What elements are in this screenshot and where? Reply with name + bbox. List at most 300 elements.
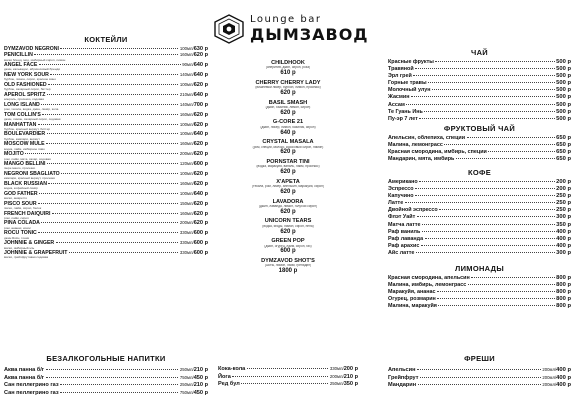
item-price: 650 р bbox=[556, 142, 571, 149]
signature-cocktail bbox=[218, 218, 358, 235]
dotted-leader bbox=[34, 54, 178, 55]
item-description: пюре манго, просекко bbox=[4, 167, 36, 171]
cocktails-title: КОКТЕЙЛИ bbox=[84, 35, 128, 44]
dotted-leader bbox=[488, 151, 554, 152]
volume-separator: / bbox=[192, 141, 194, 147]
item-name: Эрл грей bbox=[388, 73, 412, 80]
menu-item bbox=[388, 207, 571, 214]
item-volume: 200мл bbox=[542, 382, 555, 388]
item-description: виски, амаретто bbox=[4, 197, 28, 201]
item-volume: 330мл bbox=[179, 250, 193, 256]
item-name: Красные фрукты bbox=[388, 59, 434, 65]
item-volume: 330мл bbox=[179, 230, 193, 236]
signature-cocktail bbox=[218, 60, 358, 77]
item-name: Матча латте bbox=[388, 221, 421, 228]
dotted-leader bbox=[428, 82, 555, 83]
tea-list bbox=[388, 59, 571, 123]
item-name: Американо bbox=[388, 179, 418, 185]
item-price: 500 р bbox=[556, 94, 571, 101]
dotted-leader bbox=[406, 104, 554, 105]
dotted-leader bbox=[468, 284, 555, 285]
dotted-leader bbox=[47, 94, 178, 95]
cocktail-list bbox=[4, 46, 208, 260]
menu-item bbox=[388, 222, 571, 229]
item-description: джин Roku, тоник bbox=[4, 236, 30, 240]
item-volume: 200мл bbox=[179, 151, 193, 157]
signature-price: 620 р bbox=[280, 109, 296, 116]
volume-separator: / bbox=[554, 367, 557, 372]
dotted-leader bbox=[50, 74, 178, 75]
dotted-leader bbox=[60, 392, 178, 393]
coffee-title: КОФЕ bbox=[467, 168, 491, 177]
menu-item bbox=[388, 87, 571, 94]
item-name: TOM COLLIN'S bbox=[4, 111, 41, 118]
dotted-leader bbox=[415, 188, 555, 189]
item-price: 500 р bbox=[556, 101, 571, 108]
signature-price: 1800 р bbox=[278, 268, 298, 275]
item-volume: 90мл bbox=[182, 62, 193, 68]
signature-cocktail bbox=[218, 159, 358, 176]
volume-separator: / bbox=[192, 250, 194, 256]
item-price: 800 р bbox=[556, 275, 571, 281]
item-price: 300 р bbox=[556, 214, 571, 221]
item-price: 250 р bbox=[556, 200, 571, 207]
menu-item bbox=[388, 214, 571, 221]
volume-separator: / bbox=[192, 72, 194, 78]
item-name: Аква панна б/г bbox=[4, 374, 45, 381]
volume-separator: / bbox=[192, 230, 194, 236]
dotted-leader bbox=[247, 368, 329, 369]
menu-item bbox=[388, 381, 571, 389]
signature-price: 600 р bbox=[280, 248, 296, 255]
item-name: Мандарин, мята, имбирь bbox=[388, 156, 455, 163]
item-name: ROCU TONIC bbox=[4, 230, 37, 237]
menu-item bbox=[388, 236, 571, 243]
item-name: BLACK RUSSIAN bbox=[4, 180, 47, 187]
signature-cocktail bbox=[218, 119, 358, 136]
item-name: Малина, маракуйя bbox=[388, 303, 437, 310]
item-price: 500 р bbox=[556, 73, 571, 80]
tea-section bbox=[388, 48, 571, 123]
item-price: 400 р bbox=[556, 228, 571, 235]
item-price: 620 р bbox=[193, 151, 208, 158]
menu-item bbox=[388, 275, 571, 282]
item-price: 640 р bbox=[193, 72, 208, 79]
item-name: DYMZAVOD NEGRONI bbox=[4, 46, 59, 52]
cocktails-section bbox=[4, 35, 208, 260]
signature-description: (джин, лаванда, лимон, голубой сироп) bbox=[259, 204, 317, 208]
menu-item bbox=[388, 149, 571, 156]
item-volume: 200мл bbox=[542, 367, 555, 372]
fresh-section bbox=[388, 354, 571, 389]
volume-separator: / bbox=[554, 382, 557, 388]
item-name: Те Гуань Инь bbox=[388, 108, 423, 115]
item-price: 600 р bbox=[193, 230, 208, 237]
item-volume: 100мл bbox=[179, 81, 193, 87]
item-price: 500 р bbox=[556, 115, 571, 122]
dotted-leader bbox=[432, 89, 555, 90]
item-description: бурбон, красный вермут, биттер bbox=[4, 127, 51, 131]
signature-description: (водка, маракуйя, ваниль, лайм, просекко) bbox=[256, 165, 320, 169]
lemonades-title: ЛИМОНАДЫ bbox=[455, 264, 504, 273]
menu-item bbox=[388, 243, 571, 250]
item-name: MOJITO bbox=[4, 151, 24, 158]
item-price: 200 р bbox=[343, 366, 358, 372]
dotted-leader bbox=[437, 291, 555, 292]
item-name: Красная смородина, апельсин bbox=[388, 275, 470, 281]
item-description: виски бленд, мёд, имбирный сироп, лимон bbox=[4, 58, 66, 62]
menu-item bbox=[388, 193, 571, 200]
item-price: 500 р bbox=[556, 108, 571, 115]
item-volume: 140мл bbox=[179, 72, 193, 78]
signature-cocktail bbox=[218, 100, 358, 117]
item-name: GOD FATHER bbox=[4, 190, 38, 197]
volume-separator: / bbox=[192, 91, 194, 97]
item-description: бурбон, сахарный сироп, биттер bbox=[4, 88, 51, 92]
dotted-leader bbox=[38, 124, 178, 125]
dotted-leader bbox=[437, 298, 554, 299]
menu-item bbox=[388, 109, 571, 116]
item-name: Молочный улун bbox=[388, 87, 431, 94]
volume-separator: / bbox=[192, 200, 194, 206]
item-price: 500 р bbox=[556, 59, 571, 65]
signature-name: BASIL SMASH bbox=[268, 99, 308, 106]
volume-separator: / bbox=[342, 381, 344, 387]
item-price: 400 р bbox=[556, 367, 571, 373]
menu-item bbox=[388, 94, 571, 101]
volume-separator: / bbox=[554, 374, 557, 380]
item-price: 800 р bbox=[556, 296, 571, 303]
item-volume: 250мл bbox=[179, 382, 193, 388]
menu-item bbox=[218, 380, 358, 388]
dotted-leader bbox=[61, 173, 178, 174]
dotted-leader bbox=[438, 305, 554, 306]
tea-title: ЧАЙ bbox=[471, 48, 488, 57]
item-volume: 750мл bbox=[179, 374, 193, 380]
item-name: Раф лаванда bbox=[388, 235, 424, 242]
item-name: Айс латте bbox=[388, 249, 415, 256]
fruit-tea-title: ФРУКТОВЫЙ ЧАЙ bbox=[443, 124, 516, 133]
item-name: JOHNNIE & GRAPEFRUIT bbox=[4, 250, 68, 257]
item-volume: 330мл bbox=[179, 240, 193, 246]
item-name: Флэт Уайт bbox=[388, 214, 416, 221]
menu-item bbox=[218, 373, 358, 381]
dotted-leader bbox=[60, 48, 178, 49]
soft-drinks-water-list bbox=[4, 366, 208, 396]
item-price: 450 р bbox=[193, 389, 208, 396]
item-price: 600 р bbox=[193, 250, 208, 257]
dotted-leader bbox=[424, 111, 554, 112]
item-name: Йога bbox=[218, 373, 231, 380]
item-price: 620 р bbox=[193, 180, 208, 187]
item-name: Апельсин, облепиха, специи bbox=[388, 135, 466, 141]
lemonades-section bbox=[388, 264, 571, 310]
logo-title: ДЫМЗАВОД bbox=[250, 25, 369, 44]
item-name: NEW YORK SOUR bbox=[4, 72, 49, 79]
menu-item bbox=[388, 366, 571, 374]
volume-separator: / bbox=[192, 81, 194, 87]
item-price: 620 р bbox=[193, 210, 208, 217]
dotted-leader bbox=[405, 202, 555, 203]
signature-cocktail bbox=[218, 258, 358, 275]
item-description: ром, лайм, мята, сахар, содовая bbox=[4, 157, 51, 161]
menu-item bbox=[388, 102, 571, 109]
signature-description: (вишнёвый ликёр, бурбон, лимон, просекко) bbox=[255, 86, 321, 90]
item-price: 400 р bbox=[556, 242, 571, 249]
signature-name: CHILDHOOK bbox=[271, 60, 305, 66]
signature-description: (джин, огурец, лайм, сироп, газ) bbox=[264, 244, 312, 248]
item-price: 200 р bbox=[556, 179, 571, 185]
signature-name: UNICORN TEARS bbox=[264, 218, 312, 225]
menu-item bbox=[4, 366, 208, 374]
item-price: 250 р bbox=[556, 193, 571, 200]
volume-separator: / bbox=[192, 367, 194, 372]
coffee-section bbox=[388, 168, 571, 257]
item-description: ром, ананас, кокос bbox=[4, 226, 31, 230]
dotted-leader bbox=[48, 84, 178, 85]
signature-name: CRYSTAL MASALA bbox=[262, 139, 314, 146]
dotted-leader bbox=[415, 195, 555, 196]
item-price: 620 р bbox=[193, 220, 208, 227]
volume-separator: / bbox=[192, 62, 194, 68]
dotted-leader bbox=[241, 383, 328, 384]
item-volume: 160мл bbox=[179, 111, 193, 117]
signature-cocktail bbox=[218, 139, 358, 156]
dotted-leader bbox=[46, 143, 178, 144]
item-name: LONG ISLAND bbox=[4, 101, 40, 108]
item-name: APEROL SPRITZ bbox=[4, 91, 46, 98]
dotted-leader bbox=[417, 369, 541, 370]
signature-description: (шоты, лимон, лайм, гренадин) bbox=[264, 264, 312, 268]
dotted-leader bbox=[41, 104, 178, 105]
item-name: PISCO SOUR bbox=[4, 200, 37, 207]
menu-item bbox=[388, 80, 571, 87]
menu-item bbox=[4, 374, 208, 382]
menu-item bbox=[388, 229, 571, 236]
signature-name: G-CORE 21 bbox=[272, 119, 304, 126]
volume-separator: / bbox=[192, 374, 194, 380]
menu-item bbox=[388, 179, 571, 186]
signature-cocktail bbox=[218, 238, 358, 255]
item-name: Ассам bbox=[388, 101, 405, 108]
soft-drinks-section bbox=[4, 354, 208, 396]
menu-item bbox=[388, 282, 571, 289]
dotted-leader bbox=[56, 242, 179, 243]
menu-item bbox=[388, 200, 571, 207]
item-volume: 250мл bbox=[179, 367, 193, 372]
item-volume: 160мл bbox=[179, 210, 193, 216]
item-name: Кока-кола bbox=[218, 366, 246, 372]
item-name: Капучино bbox=[388, 193, 414, 200]
item-volume: 160мл bbox=[179, 180, 193, 186]
item-price: 650 р bbox=[556, 135, 571, 141]
item-price: 210 р bbox=[343, 373, 358, 380]
volume-separator: / bbox=[192, 190, 194, 196]
menu-item bbox=[4, 381, 208, 389]
volume-separator: / bbox=[192, 220, 194, 226]
dotted-leader bbox=[232, 376, 328, 377]
dotted-leader bbox=[422, 224, 555, 225]
dotted-leader bbox=[456, 158, 555, 159]
volume-separator: / bbox=[192, 161, 194, 167]
item-volume: 150мл bbox=[179, 200, 193, 206]
item-name: Двойной эспрессо bbox=[388, 207, 438, 214]
item-price: 650 р bbox=[556, 156, 571, 163]
item-price: 620 р bbox=[193, 121, 208, 128]
lounge-bar-emblem-icon bbox=[212, 14, 246, 44]
volume-separator: / bbox=[192, 240, 194, 246]
item-name: Сан пеллегрино газ bbox=[4, 389, 59, 396]
soft-drinks-other-list bbox=[218, 365, 358, 388]
dotted-leader bbox=[471, 277, 554, 278]
item-description: джин, лимон, сахарный сироп, содовая bbox=[4, 117, 61, 121]
menu-item bbox=[388, 73, 571, 80]
dotted-leader bbox=[47, 133, 179, 134]
menu-item bbox=[388, 59, 571, 66]
item-name: PINA COLADA bbox=[4, 220, 40, 227]
fruit-tea-list bbox=[388, 135, 571, 163]
item-price: 630 р bbox=[193, 46, 208, 52]
dotted-leader bbox=[38, 203, 178, 204]
signature-description: (джин, базилик, лимон, сироп) bbox=[265, 106, 311, 109]
item-description: апероль, просекко, содовая bbox=[4, 98, 44, 102]
item-name: Мандарин bbox=[388, 382, 417, 389]
item-name: Малина, лемонграсс bbox=[388, 142, 443, 149]
signature-price: 620 р bbox=[280, 149, 296, 156]
fresh-list bbox=[388, 366, 571, 389]
lemonade-list bbox=[388, 275, 571, 310]
item-description: писко, лайм, сироп, белок bbox=[4, 206, 42, 210]
item-price: 500 р bbox=[556, 80, 571, 87]
item-price: 620 р bbox=[193, 200, 208, 207]
item-price: 400 р bbox=[556, 382, 571, 389]
menu-item bbox=[218, 365, 358, 373]
dotted-leader bbox=[413, 75, 554, 76]
item-price: 250 р bbox=[556, 207, 571, 214]
volume-separator: / bbox=[192, 382, 194, 388]
item-price: 600 р bbox=[193, 161, 208, 168]
soft-drinks-mid-section bbox=[218, 365, 358, 388]
item-volume: 120мл bbox=[179, 161, 193, 167]
dotted-leader bbox=[39, 64, 181, 65]
item-name: MOSCOW MULE bbox=[4, 141, 45, 148]
item-price: 640 р bbox=[193, 91, 208, 98]
signature-price: 620 р bbox=[280, 90, 296, 96]
signature-cocktail bbox=[218, 80, 358, 97]
item-price: 600 р bbox=[193, 240, 208, 247]
signature-price: 640 р bbox=[280, 129, 296, 136]
item-name: Ред бул bbox=[218, 381, 240, 388]
item-price: 350 р bbox=[556, 221, 571, 228]
coffee-list bbox=[388, 179, 571, 257]
fresh-title: ФРЕШИ bbox=[464, 354, 495, 363]
dotted-leader bbox=[38, 232, 178, 233]
dotted-leader bbox=[411, 96, 555, 97]
menu-item bbox=[388, 289, 571, 296]
volume-separator: / bbox=[192, 210, 194, 216]
signature-cocktail bbox=[218, 179, 358, 196]
item-volume: 750мл bbox=[179, 389, 193, 395]
dotted-leader bbox=[415, 68, 555, 69]
item-price: 200 р bbox=[556, 186, 571, 193]
signature-description: (аперитив, джин, сироп, роза) bbox=[265, 66, 311, 70]
dotted-leader bbox=[69, 252, 178, 253]
item-name: Маракуйя, ананас bbox=[388, 289, 436, 296]
volume-separator: / bbox=[192, 121, 194, 127]
dotted-leader bbox=[420, 377, 541, 378]
logo-subtitle: Lounge bar bbox=[250, 14, 322, 25]
item-name: Красная смородина, имбирь, специи bbox=[388, 149, 487, 156]
signature-name: GREEN POP bbox=[271, 238, 305, 245]
item-price: 650 р bbox=[556, 149, 571, 156]
item-price: 620 р bbox=[193, 141, 208, 148]
dotted-leader bbox=[42, 114, 178, 115]
signature-price: 620 р bbox=[280, 188, 296, 195]
menu-item bbox=[4, 389, 208, 397]
volume-separator: / bbox=[192, 180, 194, 186]
item-price: 500 р bbox=[556, 66, 571, 73]
item-price: 500 р bbox=[556, 87, 571, 94]
item-name: Жасмин bbox=[388, 94, 410, 101]
dotted-leader bbox=[416, 252, 555, 253]
item-price: 700 р bbox=[193, 101, 208, 108]
item-name: ANGEL FACE bbox=[4, 62, 38, 69]
dotted-leader bbox=[425, 238, 555, 239]
dotted-leader bbox=[435, 61, 554, 62]
item-name: Грейпфрут bbox=[388, 374, 419, 381]
item-name: Апельсин bbox=[388, 367, 416, 373]
dotted-leader bbox=[419, 118, 554, 119]
item-name: Латте bbox=[388, 200, 404, 207]
menu-item bbox=[388, 296, 571, 303]
dotted-leader bbox=[52, 213, 178, 214]
item-price: 620 р bbox=[193, 111, 208, 118]
item-price: 800 р bbox=[556, 303, 571, 310]
item-description: ром, лайм, сироп bbox=[4, 216, 29, 220]
volume-separator: / bbox=[192, 131, 194, 137]
dotted-leader bbox=[60, 384, 178, 385]
item-name: FRENCH DAIQUIRI bbox=[4, 210, 51, 217]
item-price: 210 р bbox=[193, 367, 208, 373]
item-price: 210 р bbox=[193, 382, 208, 389]
item-description: водка, кофейный ликёр bbox=[4, 187, 38, 191]
menu-item bbox=[388, 135, 571, 142]
item-price: 450 р bbox=[193, 374, 208, 381]
fruit-tea-section bbox=[388, 124, 571, 163]
signature-description: (джин, ликёр, лимон, базилик, сироп) bbox=[260, 125, 316, 129]
item-description: ром, текила, водка, джин, ликёр, кола bbox=[4, 108, 59, 112]
item-volume: 250мл bbox=[329, 381, 343, 387]
item-name: Малина, имбирь, лемонграсс bbox=[388, 282, 467, 289]
item-price: 800 р bbox=[556, 282, 571, 289]
item-volume: 100мл bbox=[179, 170, 193, 176]
item-price: 400 р bbox=[556, 235, 571, 242]
dotted-leader bbox=[417, 216, 555, 217]
logo bbox=[212, 14, 369, 44]
dotted-leader bbox=[46, 377, 179, 378]
dotted-leader bbox=[39, 193, 178, 194]
item-name: Аква панна б/г bbox=[4, 367, 45, 373]
menu-item bbox=[388, 156, 571, 163]
item-price: 300 р bbox=[556, 249, 571, 256]
dotted-leader bbox=[46, 369, 179, 370]
item-price: 640 р bbox=[193, 190, 208, 197]
signature-description: (водка, ягоды, лимон, сироп, пена) bbox=[262, 224, 314, 228]
signature-cocktail bbox=[218, 199, 358, 216]
volume-separator: / bbox=[342, 366, 344, 371]
dotted-leader bbox=[48, 183, 178, 184]
item-price: 640 р bbox=[193, 131, 208, 138]
